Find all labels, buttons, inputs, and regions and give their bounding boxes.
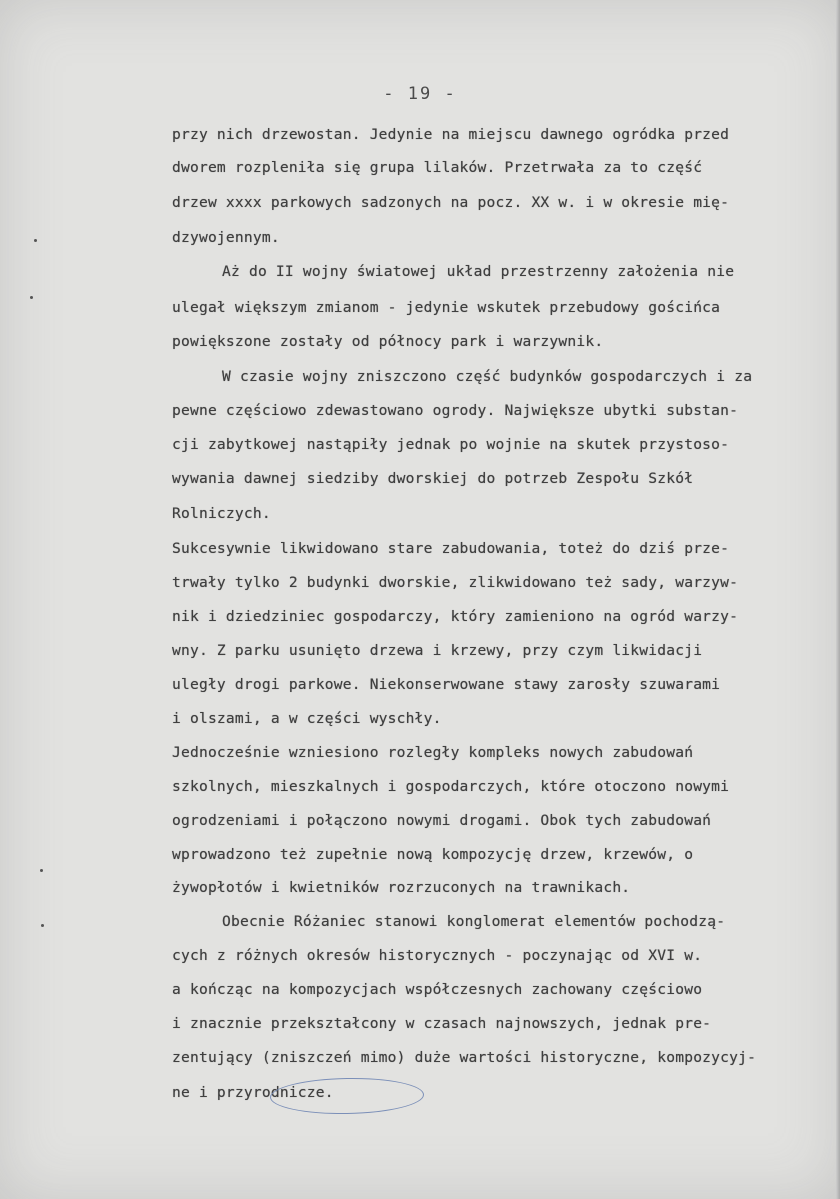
binder-hole-mark: [30, 296, 33, 299]
binder-hole-mark: [40, 869, 43, 872]
page-number: - 19 -: [383, 84, 457, 104]
text-line: przy nich drzewostan. Jedynie na miejscu dawnego ogródka przed: [172, 126, 730, 143]
text-line: Jednocześnie wzniesiono rozległy kompleks nowych zabudowań: [172, 744, 694, 761]
text-line: żywopłotów i kwietników rozrzuconych na trawnikach.: [172, 879, 631, 896]
binder-hole-mark: [34, 239, 37, 242]
text-line: Rolniczych.: [172, 505, 271, 522]
text-line: i znacznie przekształcony w czasach najnowszych, jednak pre-: [172, 1015, 712, 1032]
text-line: Obecnie Różaniec stanowi konglomerat elementów pochodzą-: [222, 913, 726, 930]
text-line: ulegał większym zmianom - jedynie wskutek przebudowy gościńca: [172, 299, 721, 316]
text-line: cych z różnych okresów historycznych - poczynając od XVI w.: [172, 947, 703, 964]
text-line: dworem rozpleniła się grupa lilaków. Przetrwała za to część: [172, 159, 703, 176]
text-line: Sukcesywnie likwidowano stare zabudowania, toteż do dziś prze-: [172, 540, 730, 557]
text-line: wywania dawnej siedziby dworskiej do potrzeb Zespołu Szkół: [172, 470, 694, 487]
text-line: i olszami, a w części wyschły.: [172, 710, 442, 727]
text-line: Aż do II wojny światowej układ przestrzenny założenia nie: [222, 263, 735, 280]
text-line: szkolnych, mieszkalnych i gospodarczych, które otoczono nowymi: [172, 778, 730, 795]
handwritten-circle-mark: [270, 1077, 425, 1116]
text-line: nik i dziedziniec gospodarczy, który zamieniono na ogród warzy-: [172, 608, 739, 625]
text-line: ne i przyrodnicze.: [172, 1084, 334, 1101]
text-line: W czasie wojny zniszczono część budynków gospodarczych i za: [222, 368, 753, 385]
text-line: powiększone zostały od północy park i warzywnik.: [172, 333, 604, 350]
text-line: trwały tylko 2 budynki dworskie, zlikwidowano też sady, warzyw-: [172, 574, 739, 591]
text-line: uległy drogi parkowe. Niekonserwowane stawy zarosły szuwarami: [172, 676, 721, 693]
text-line: pewne częściowo zdewastowano ogrody. Największe ubytki substan-: [172, 402, 739, 419]
text-line: drzew xxxx parkowych sadzonych na pocz. XX w. i w okresie mię-: [172, 194, 730, 211]
binder-hole-mark: [41, 924, 44, 927]
text-line: wprowadzono też zupełnie nową kompozycję drzew, krzewów, o: [172, 846, 694, 863]
text-line: ogrodzeniami i połączono nowymi drogami. Obok tych zabudowań: [172, 812, 712, 829]
text-line: cji zabytkowej nastąpiły jednak po wojnie na skutek przystoso-: [172, 436, 730, 453]
text-line: wny. Z parku usunięto drzewa i krzewy, przy czym likwidacji: [172, 642, 703, 659]
text-line: a kończąc na kompozycjach współczesnych zachowany częściowo: [172, 981, 703, 998]
page-edge: [836, 0, 840, 1199]
text-line: zentujący (zniszczeń mimo) duże wartości historyczne, kompozycyj-: [172, 1049, 757, 1066]
text-line: dzywojennym.: [172, 229, 280, 246]
